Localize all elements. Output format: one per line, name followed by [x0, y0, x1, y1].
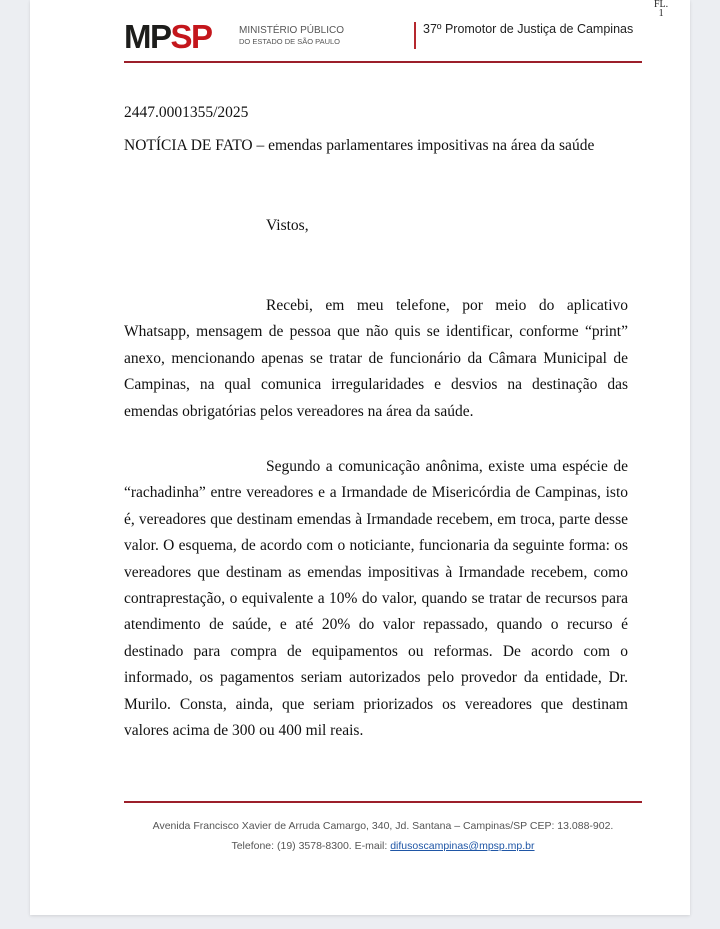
page-number-value: 1	[658, 8, 664, 19]
paragraph-1: Recebi, em meu telefone, por meio do aplicativo Whatsapp, mensagem de pessoa que não quis se identificar, conforme “print” anexo, mencionando apenas se tratar de funcionário da Câmara Municipal de Campinas, na qual comunica irregularidades e desvios na destinação das emendas obrigatórias pelos vereadores na área da saúde.	[124, 297, 628, 420]
footer-rule	[124, 801, 642, 803]
process-number: 2447.0001355/2025	[124, 104, 249, 121]
header-rule	[124, 61, 642, 63]
document-page	[30, 0, 690, 915]
footer-contact: Telefone: (19) 3578-8300. E-mail: difusoscampinas@mpsp.mp.br	[231, 840, 535, 852]
footer-address: Avenida Francisco Xavier de Arruda Camargo, 340, Jd. Santana – Campinas/SP CEP: 13.088-902.	[152, 820, 614, 832]
office-name: 37º Promotor de Justiça de Campinas	[423, 22, 634, 36]
paragraph-2: Segundo a comunicação anônima, existe uma espécie de “rachadinha” entre vereadores e a Irmandade de Misericórdia de Campinas, isto é, vereadores que destinam emendas à Irmandade recebem, em troca, parte desse valor. O esquema, de acordo com o noticiante, funcionaria da seguinte forma: os vereadores que destinam as emendas impositivas à Irmandade recebem, como contraprestação, o equivalente a 10% do valor, quando se tratar de recursos para atendimento de saúde, e até 20% do valor repassado, quando o recurso é destinado para compra de equipamentos ou reformas. De acordo com o informado, os pagamentos seriam autorizados pelo provedor da entidade, Dr. Murilo. Consta, ainda, que seriam priorizados os vereadores que destinam valores acima de 300 ou 400 mil reais.	[124, 458, 628, 740]
document-title: NOTÍCIA DE FATO – emendas parlamentares impositivas na área da saúde	[124, 137, 595, 154]
mpsp-logo: MPSP	[124, 18, 212, 55]
footer	[124, 816, 642, 856]
org-name: MINISTÉRIO PÚBLICO DO ESTADO DE SÃO PAULO	[239, 25, 345, 46]
page-number-label: FL.	[654, 0, 669, 10]
page-number	[654, 0, 668, 18]
email-link[interactable]: difusoscampinas@mpsp.mp.br	[390, 840, 535, 852]
header-divider	[414, 22, 416, 49]
salutation: Vistos,	[266, 217, 309, 234]
